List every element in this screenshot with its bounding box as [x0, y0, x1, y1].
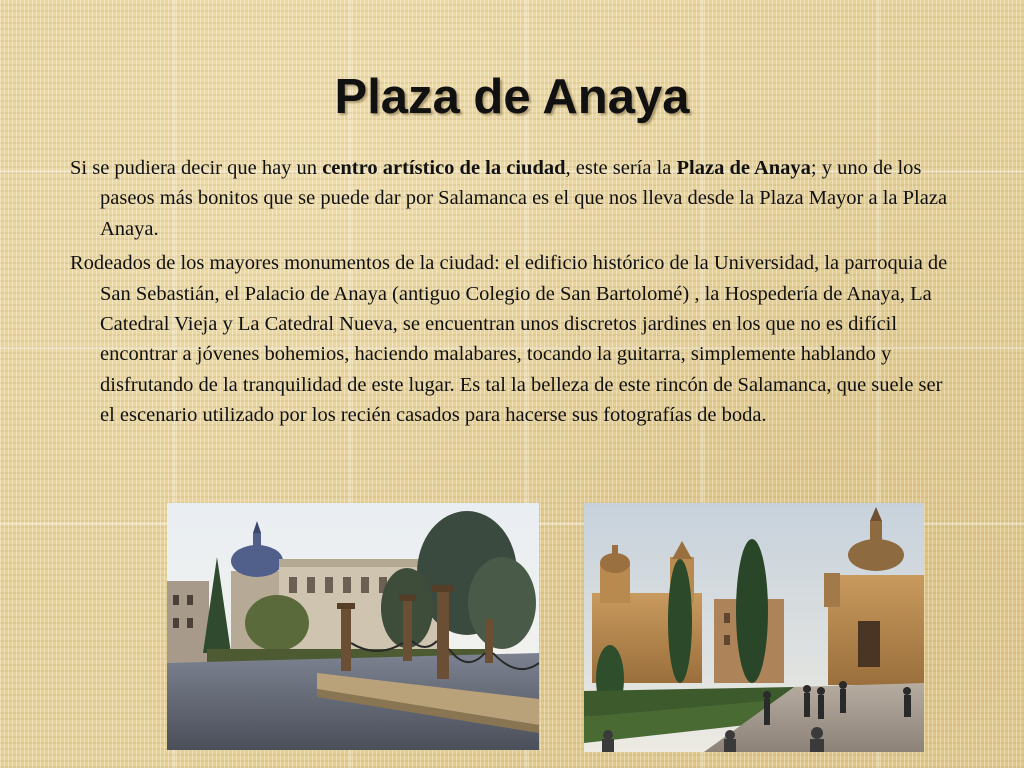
intro-text-2: , este sería la	[565, 157, 677, 179]
intro-bold-1: centro artístico de la ciudad	[322, 157, 566, 179]
intro-text-1: Si se pudiera decir que hay un	[70, 157, 323, 179]
slide-title: Plaza de Anaya	[334, 70, 690, 124]
photo-plaza-anaya-right	[584, 503, 924, 752]
photo-plaza-anaya-left	[167, 503, 539, 750]
paragraph-intro	[70, 153, 954, 244]
body-text	[70, 153, 954, 435]
intro-text-3: ; y uno de los paseos más bonitos que se puede dar por Salamanca es el que nos lleva desde la Plaza Mayor a la Plaza Anaya.	[100, 157, 948, 240]
paragraph-monuments: Rodeados de los mayores monumentos de la ciudad: el edificio histórico de la Universidad, la parroquia de San Sebastián, el Palacio de Anaya (antiguo Colegio de San Bartolomé) , la Hospedería de Anaya, La Catedral Vieja y La Catedral Nueva, se encuentran unos discretos jardines en los que no es difícil encontrar a jóvenes bohemios, haciendo malabares, tocando la guitarra, simplemente hablando y disfrutando de la tranquilidad de este lugar. Es tal la belleza de este rincón de Salamanca, que suele ser el escenario utilizado por los recién casados para hacerse sus fotografías de boda.	[70, 252, 948, 427]
intro-bold-2: Plaza de Anaya	[676, 157, 811, 179]
